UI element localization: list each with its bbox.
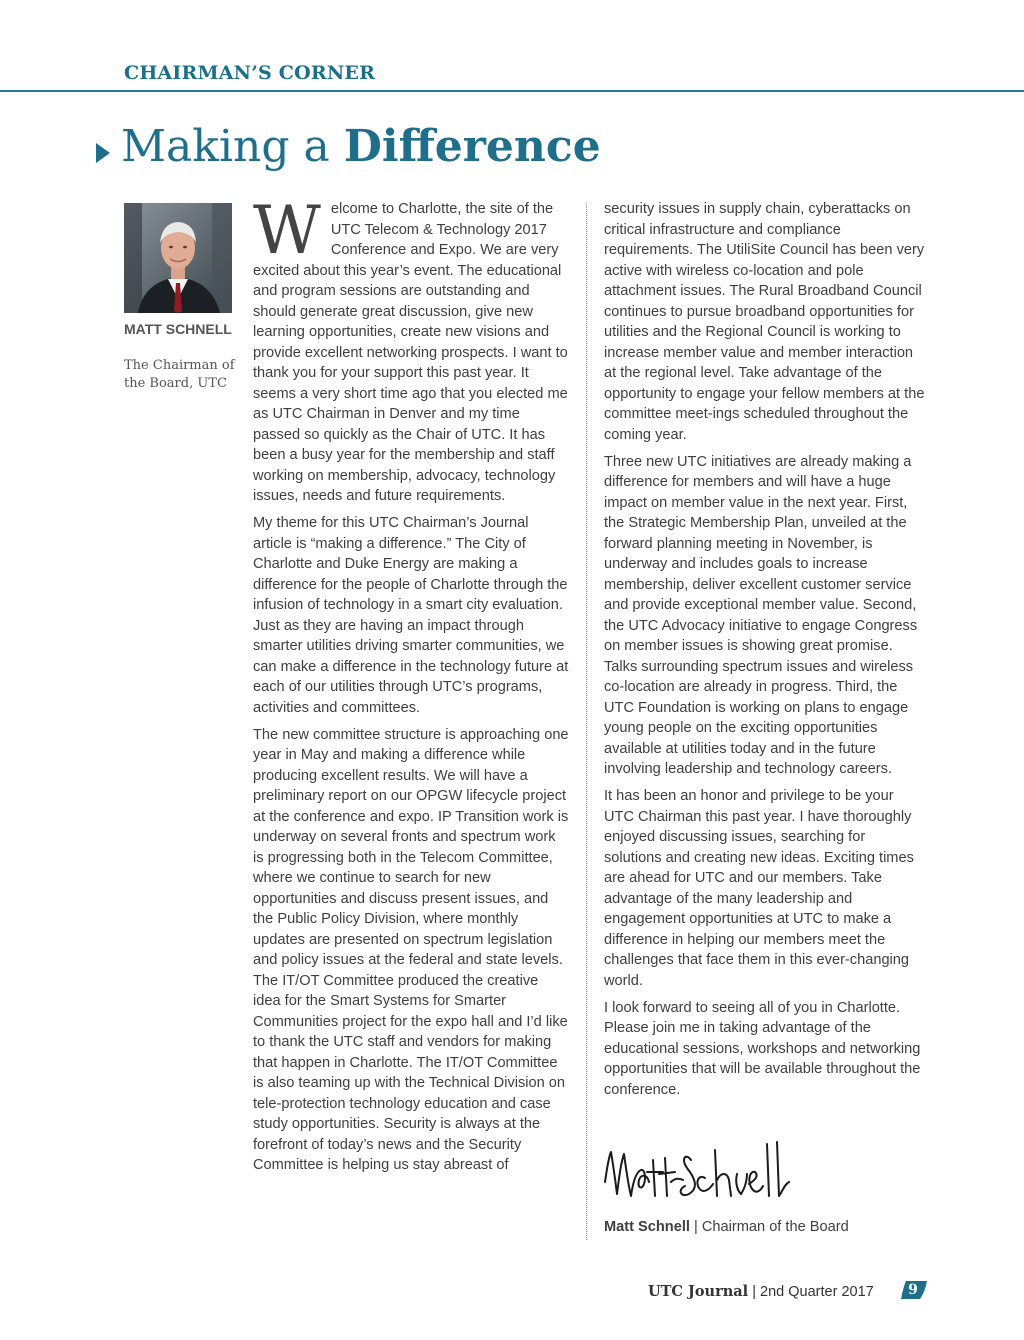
title-bold: Difference	[343, 121, 601, 172]
page-footer	[648, 1283, 874, 1300]
body-paragraph: It has been an honor and privilege to be your UTC Chairman this past year. I have thoroughly enjoyed discussing issues, searching for solutions and creating new ideas. Exciting times are ahead for UTC and our members. Take advantage of the many leadership and engagement opportunities at UTC to make a difference in helping our members meet the challenges that face them in this ever-changing world.	[604, 788, 914, 989]
author-role: The Chairman of the Board, UTC	[124, 358, 235, 391]
intro-paragraph	[253, 192, 569, 507]
page-number: 9	[908, 1282, 918, 1298]
page-number-badge	[900, 1280, 928, 1300]
section-label: CHAIRMAN’S CORNER	[124, 62, 376, 84]
intro-paragraph-text: elcome to Charlotte, the site of the UTC Telecom & Technology 2017 Conference and Expo. We are very excited about this year’s event. The educational and program sessions are outstanding and should generate great discussion, give new learning opportunities, create new visions and provide excellent networking prospects. I want to thank you for your support this past year. It seems a very short time ago that you elected me as UTC Chairman in Denver and my time passed so quickly as the Chair of UTC. It has been a busy year for the membership and staff working on membership, advocacy, technology issues, needs and future requirements.	[253, 201, 568, 504]
sign-off	[604, 1219, 849, 1235]
column-divider	[586, 203, 587, 1240]
footer-issue: 2nd Quarter 2017	[760, 1284, 874, 1300]
article-column-2	[604, 199, 926, 1107]
dropcap: W	[253, 192, 321, 269]
title-light: Making a	[121, 121, 330, 172]
footer-separator: |	[752, 1284, 756, 1300]
footer-journal: UTC Journal	[648, 1283, 749, 1300]
signature-image	[601, 1138, 811, 1202]
signoff-separator: |	[694, 1219, 698, 1235]
author-name: MATT SCHNELL	[124, 321, 232, 337]
article-column-1	[253, 192, 569, 1182]
portrait-photo	[124, 203, 232, 313]
body-paragraph: I look forward to seeing all of you in Charlotte. Please join me in taking advantage of the educational sessions, workshops and networking opportunities that will be available throughout the conference.	[604, 999, 921, 1098]
triangle-right-icon	[96, 143, 110, 163]
body-paragraph: The new committee structure is approaching one year in May and making a difference while producing excellent results. We will have a preliminary report on our OPGW lifecycle project at the conference and expo. IP Transition work is underway on several fronts and spectrum work is progressing both in the Telecom Committee, where we continue to search for new opportunities and discuss present issues, and the Public Policy Division, where monthly updates are presented on spectrum legislation and policy issues at the federal and state levels. The IT/OT Committee produced the creative idea for the Smart Systems for Smarter Communities project for the expo hall and I’d like to thank the UTC staff and vendors for making that happen in Charlotte. The IT/OT Committee is also teaming up with the Technical Division on tele-protection technology education and case study opportunities. Security is always at the forefront of today’s news and the Security Committee is helping us stay abreast of	[253, 726, 569, 1173]
body-paragraph: security issues in supply chain, cyberattacks on critical infrastructure and compliance requirements. The UtiliSite Council has been very active with wireless co-location and pole attachment issues. The Rural Broadband Council continues to pursue broadband opportunities for utilities and the Regional Council is working to increase member value and member interaction at the regional level. Take advantage of the opportunity to engage your fellow members at the committee meet-ings scheduled throughout the coming year.	[604, 201, 925, 443]
signoff-name: Matt Schnell	[604, 1219, 690, 1235]
author-portrait	[124, 203, 232, 313]
body-paragraph: My theme for this UTC Chairman’s Journal article is “making a difference.” The City of Charlotte and Duke Energy are making a difference for the people of Charlotte through the infusion of technology in a smart city evaluation. Just as they are having an impact through smarter utilities driving smarter communities, we can make a difference in the technology future at each of our utilities through UTC’s programs, activities and committees.	[253, 515, 569, 716]
body-paragraph: Three new UTC initiatives are already making a difference for members and will have a huge impact on member value in the next year. First, the Strategic Membership Plan, unveiled at the forward planning meeting in November, is underway and includes goals to increase membership, deliver excellent customer service and provide exceptional member value. Second, the UTC Advocacy initiative to engage Congress on member issues is showing great promise. Talks surrounding spectrum issues and wireless co-location are already in progress. Third, the UTC Foundation is working on plans to engage young people on the exciting opportunities available at utilities today and in the future involving leadership and technology careers.	[604, 453, 918, 777]
article-title	[121, 122, 601, 173]
signoff-title: Chairman of the Board	[701, 1219, 849, 1235]
header-rule	[0, 90, 1024, 92]
